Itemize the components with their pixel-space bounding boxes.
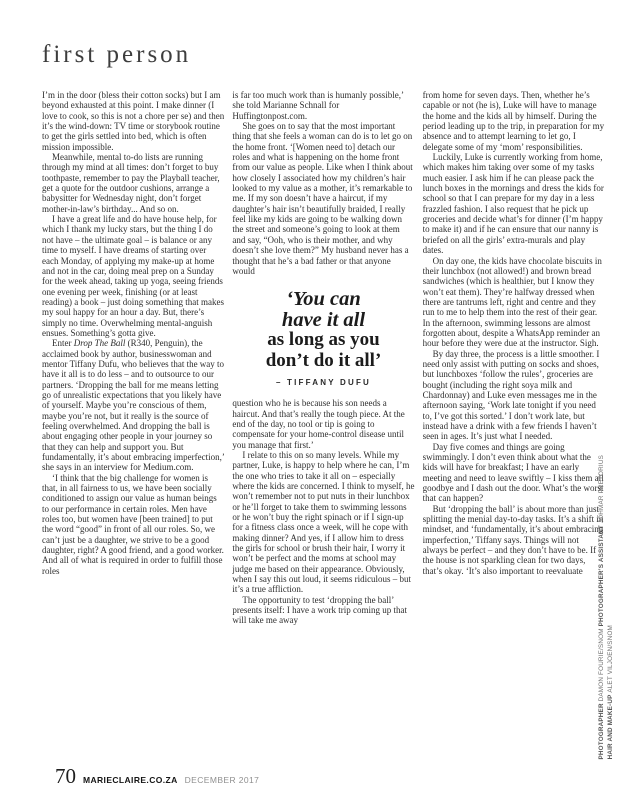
paragraph: She goes on to say that the most important thing that she feels a woman can do is to let go on the home front. ‘[Women need to] detach our roles and what is happening on the home front from our value as people. Like when I think about how closely I associated how my children’s hair looked to my value as a mother, it’s remarkable to me. If my son doesn’t have a haircut, if my daughter’s hair isn’t beautifully braided, I really feel like my kids are going to be walking down the street and someone’s going to look at them and say, “Ooh, who is their mother, and why doesn’t she love them?” My husband never has a thought that he’s a bad father or that anyone would <box>232 121 413 276</box>
quote-line: don’t do it all’ <box>265 349 382 371</box>
paragraph: Day five comes and things are going swimmingly. I don’t even think about what the kids will have for breakfast; I have an early meeting and need to leave swiftly – I kiss them all goodbye and I dash out the door. What’s the worst that can happen? <box>422 441 604 504</box>
article-column-2 <box>232 90 414 730</box>
book-title: Drop The Ball <box>73 338 126 349</box>
quote-line: have it all <box>281 308 366 331</box>
paragraph: I have a great life and do have house help, for which I thank my lucky stars, but the thing I do not have – the ultimate goal – is balance or any time to myself. I have dreams of starting over each Monday, of applying my make-up at home and not in the car, doing meal prep on a Sunday for the week ahead, taking up yoga, seeing friends one evening per week, finishing (or at least reading) a book – just doing something that makes my soul happy for an hour a day. But, there’s simply no time. Overwhelming mental-anguish ensues. Something’s gotta give. <box>42 214 224 338</box>
paragraph-text: Enter <box>52 338 74 349</box>
photo-credits <box>598 455 615 759</box>
credit-name: DAMON FOURIE/SNOM <box>598 625 605 701</box>
paragraph: I’m in the door (bless their cotton socks) but I am beyond exhausted at this point. I make dinner (I love to cook, so this is not a chore per se) and then it’s the wind-down: TV time or storybook routine to get the girls settled into bed, which is often mission impossible. <box>42 90 225 152</box>
paragraph: Luckily, Luke is currently working from home, which makes him taking over some of my tasks much easier. I ask him if he can please pack the lunch boxes in the mornings and dress the kids for school so that I can prepare for my day in a less frazzled fashion. I also request that he pick up groceries and decide what’s for dinner (I’m happy to make it) and if he can ensure that our nanny is briefed on all the girls’ extra-murals and play dates. <box>422 152 604 256</box>
credit-label: HAIR AND MAKE-UP <box>607 692 614 759</box>
paragraph <box>42 338 224 472</box>
article-body <box>42 90 605 730</box>
quote-attribution: – TIFFANY DUFU <box>275 378 372 388</box>
credit-label: PHOTOGRAPHER <box>598 700 605 759</box>
paragraph-text: (R340, Penguin), the acclaimed book by author, businesswoman and mentor Tiffany Dufu, who believes that the way to have it all is to do less – and to outsource to our partners. ‘Dropping the ball for me means letting go of unrealistic expectations that you likely have of yourself. Maybe you’re conscious of them, maybe you’re not, but it really is the source of feeling overwhelmed. And dropping the ball is about engaging other people in your journey so that they can help and support you. But fundamentally, it’s about embracing imperfection,’ she says in an interview for Medium.com. <box>42 338 225 473</box>
paragraph: I relate to this on so many levels. While my partner, Luke, is happy to help where he can, I’m the one who tries to take it all on – especially where the kids are concerned. I think to myself, he won’t remember not to put nuts in their lunchbox or he’ll forget to take them to swimming lessons or he won’t buy the right spinach or if I sign-up for a fitness class once a week, will he cope with making dinner? And yes, if I allow him to dress the girls for school or brush their hair, I worry it won’t be perfect and the moms at school may judge me based on their appearance. Obviously, when I say this out loud, it seems ridiculous – but it’s a true affliction. <box>232 449 415 595</box>
paragraph: ‘I think that the big challenge for women is that, in all fairness to us, we have been socially conditioned to assign our value as human beings to our performance in certain roles. Men have roles too, but women have [been trained] to put the word “good” in front of all our roles. So, we can’t just be a daughter, we strive to be a good daughter, right? A good friend, and a good worker. And all of what is required in order to fulfill those roles <box>42 472 224 576</box>
quote-line: ‘You can <box>286 288 361 311</box>
paragraph: By day three, the process is a little smoother. I need only assist with putting on socks and shoes, but lunchboxes ‘follow the rules’, groceries are bought (including the right soya milk and Chardonnay) and Luke even messages me in the afternoon saying, ‘Work late tonight if you need to, I’ve got this sorted.’ I don’t work late, but instead have a drink with a few friends I haven’t seen in ages. It’s just what I needed. <box>422 348 600 442</box>
paragraph: question who he is because his son needs a haircut. And that’s really the tough piece. At the end of the day, no tool or tip is going to compensate for your home-control disease until you manage that first.’ <box>232 398 405 450</box>
paragraph: The opportunity to test ‘dropping the ball’ presents itself: I have a work trip coming up that will take me away <box>232 594 408 626</box>
hair-makeup-credit <box>607 625 615 759</box>
paragraph: from home for seven days. Then, whether he’s capable or not (he is), Luke will have to manage the home and the kids all by himself. During the period leading up to the trip, in preparation for my absence and to attempt learning to let go, I delegate some of my ‘mom’ responsibilities. <box>422 90 605 152</box>
paragraph: Meanwhile, mental to-do lists are running through my mind at all times: don’t forget to buy toothpaste, remember to pay the Playball teacher, get a quote for the outdoor cushions, arrange a babysitter for Wednesday night, don’t forget mother-in-law’s birthday... And so on. <box>42 152 220 214</box>
pull-quote <box>232 289 414 387</box>
paragraph: is far too much work than is humanly possible,’ she told Marianne Schnall for Huffingtonpost.com. <box>232 90 404 121</box>
article-column-1 <box>42 90 224 730</box>
photographer-credit <box>598 455 606 759</box>
page-footer <box>55 764 259 789</box>
credit-name: ALET VILJOEN/SNOM <box>607 624 614 693</box>
article-column-3 <box>423 90 605 730</box>
paragraph: But ‘dropping the ball’ is about more than just splitting the menial day-to-day tasks. It’s a shift in mindset, and ‘fundamentally, it’s about embracing imperfection,’ Tiffany says. Things will not always be perfect – and they don’t have to be. If the house is not sparkling clean for two days, that’s okay. ‘It’s also important to reevaluate <box>422 503 604 576</box>
paragraph: On day one, the kids have chocolate biscuits in their lunchbox (not allowed!) and brown bread sandwiches (which is healthier, but I know they won’t eat them). They’re halfway dressed when there are tantrums left, right and centre and they run to me to help them into the rest of their gear. In the afternoon, swimming lessons are almost forgotten about, despite a WhatsApp reminder an hour before they were due at the instructor. Sigh. <box>422 255 602 349</box>
page-title: first person <box>42 40 192 68</box>
page-number: 70 <box>55 764 76 788</box>
credit-name: JOHMAR PRETORIUS <box>598 454 605 523</box>
quote-line: as long as you <box>267 329 380 351</box>
site-url: MARIECLAIRE.CO.ZA <box>83 775 178 785</box>
credit-label: PHOTOGRAPHER’S ASSISTANT <box>598 522 605 626</box>
issue-date: DECEMBER 2017 <box>184 775 260 785</box>
